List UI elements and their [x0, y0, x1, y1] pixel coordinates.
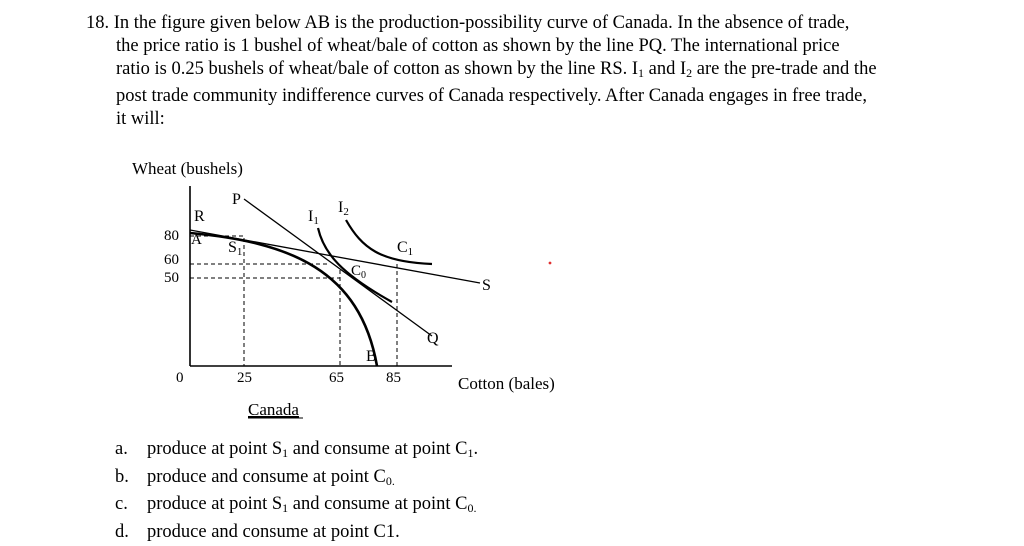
label-c0: $C_0$ — [351, 263, 367, 281]
label-p: P — [232, 191, 241, 208]
option-letter: a. — [115, 439, 128, 459]
ppc-curve — [190, 233, 377, 366]
label-s1: S1 — [228, 239, 243, 258]
label-i2: I2 — [338, 199, 349, 218]
label-c1: C1 — [397, 239, 414, 258]
option-text: produce and consume at point C1. — [147, 521, 400, 542]
x-tick-25: 25 — [237, 370, 252, 386]
label-q: Q — [427, 330, 439, 347]
y-tick-60: 60 — [164, 252, 179, 268]
option-text: produce at point $S_1$ and consume at point $C_{0.}$ — [147, 494, 477, 515]
i2-subscript: 2 — [686, 66, 693, 80]
question-text-1: In the figure given below AB is the production-possibility curve of Canada. In the absence of trade, — [113, 13, 850, 33]
x-tick-65: 65 — [329, 370, 344, 386]
option-text: produce at point $S_1$ and consume at point $C_1$. — [147, 439, 479, 460]
i1-subscript: 1 — [638, 66, 645, 80]
option-d[interactable] — [115, 521, 478, 545]
figure-caption: Canada — [248, 400, 299, 419]
y-tick-50: 50 — [164, 270, 179, 286]
question-line-5: it will: — [116, 109, 165, 129]
question-text-3-mid: and I — [644, 59, 687, 79]
question-text-3: ratio is 0.25 bushels of wheat/bale of cotton as shown by the line RS. I — [116, 59, 639, 79]
option-c[interactable] — [115, 493, 478, 521]
stray-dot — [549, 262, 552, 265]
question-line-2: the price ratio is 1 bushel of wheat/bale of cotton as shown by the line PQ. The international price — [116, 36, 840, 56]
option-letter: d. — [115, 521, 129, 542]
x-tick-0: 0 — [176, 370, 184, 386]
line-pq — [244, 199, 432, 336]
option-letter: b. — [115, 466, 129, 487]
y-tick-80: 80 — [164, 228, 179, 244]
label-r: R — [194, 208, 205, 225]
option-a[interactable] — [115, 438, 478, 466]
y-axis-label: Wheat (bushels) — [132, 159, 243, 178]
label-s: S — [482, 277, 491, 294]
label-a: A — [191, 232, 202, 248]
indifference-curve-i2 — [346, 220, 432, 264]
label-i1: I1 — [308, 208, 319, 227]
x-axis-label: Cotton (bales) — [458, 374, 555, 393]
question-text-3-tail: are the pre-trade and the — [692, 59, 877, 79]
option-letter: c. — [115, 494, 128, 514]
answer-options — [115, 438, 478, 544]
option-text: produce and consume at point $C_{0.}$ — [147, 466, 395, 488]
x-tick-85: 85 — [386, 370, 401, 386]
label-b: B — [366, 348, 377, 365]
question-number: 18. — [86, 13, 110, 33]
option-b[interactable] — [115, 466, 478, 494]
question-line-4: post trade community indifference curves of Canada respectively. After Canada engages in free trade, — [116, 86, 867, 106]
